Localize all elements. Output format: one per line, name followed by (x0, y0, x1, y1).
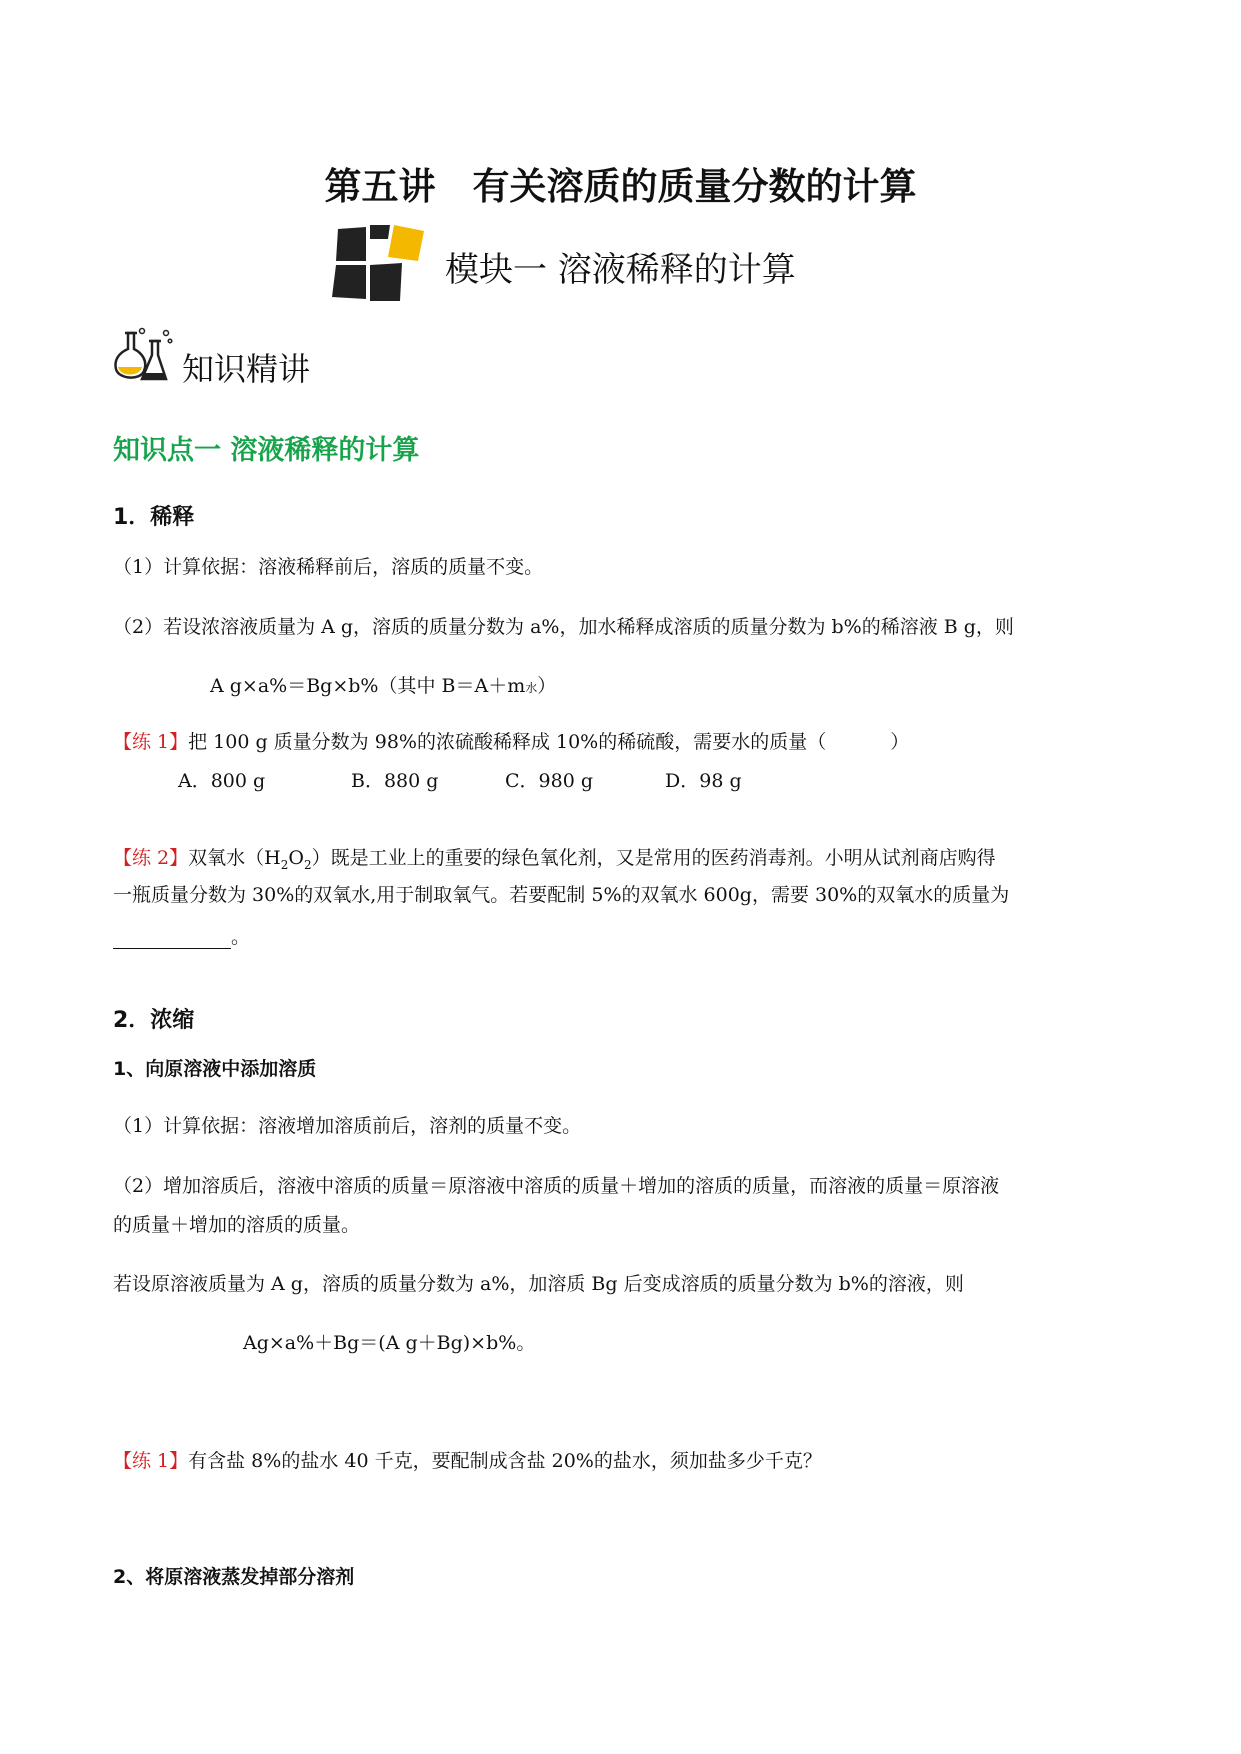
dilution-assumption: （2）若设浓溶液质量为 A g，溶质的质量分数为 a%，加水稀释成溶质的质量分数为 b%的稀溶液 B g，则 (113, 616, 1014, 638)
exercise-2 (113, 843, 996, 872)
exercise-3 (113, 1446, 822, 1473)
choice-a: A．800 g (178, 770, 266, 792)
exercise-text-a: 双氧水（H (188, 847, 281, 869)
section-title: 知识精讲 (182, 350, 311, 388)
period: 。 (231, 926, 251, 948)
dilution-formula (210, 671, 556, 698)
choice-d: D．98 g (665, 770, 742, 792)
knowledge-point-title: 知识点一 溶液稀释的计算 (113, 435, 420, 466)
exercise-text-b: O (288, 847, 304, 869)
page-title: 第五讲 有关溶质的质量分数的计算 (324, 165, 917, 208)
exercise-2-line2: 一瓶质量分数为 30%的双氧水,用于制取氧气。若要配制 5%的双氧水 600g，需要 30%的双氧水的质量为 (113, 884, 1010, 906)
exercise-tag: 【练 2】 (113, 847, 189, 869)
exercise-tag: 【练 1】 (113, 1450, 189, 1472)
exercise-close: ） (890, 731, 910, 753)
add-solute-explain-1: （2）增加溶质后，溶液中溶质的质量＝原溶液中溶质的质量＋增加的溶质的质量，而溶液的质量＝原溶液 (113, 1175, 1000, 1197)
add-solute-formula: Ag×a%＋Bg＝(A g＋Bg)×b%。 (243, 1332, 536, 1354)
subscript-2a: 2 (280, 857, 289, 872)
formula-end: ） (537, 675, 557, 697)
formula-main: A g×a%＝Bg×b%（其中 B＝A＋m (210, 675, 526, 697)
exercise-text-c: ）既是工业上的重要的绿色氧化剂，又是常用的医药消毒剂。小明从试剂商店购得 (311, 847, 996, 869)
add-solute-explain-2: 的质量＋增加的溶质的质量。 (113, 1214, 361, 1236)
choice-b: B．880 g (351, 770, 439, 792)
chemistry-flask-icon (112, 327, 174, 387)
module-title: 模块一 溶液稀释的计算 (445, 250, 796, 290)
exercise-1 (113, 727, 909, 754)
dilution-basis: （1）计算依据：溶液稀释前后，溶质的质量不变。 (113, 556, 544, 578)
formula-subscript: 水 (525, 681, 538, 695)
exercise-text: 把 100 g 质量分数为 98%的浓硫酸稀释成 10%的稀硫酸，需要水的质量（ (188, 731, 827, 753)
add-solute-basis: （1）计算依据：溶液增加溶质前后，溶剂的质量不变。 (113, 1115, 582, 1137)
concentrate-heading: 2．浓缩 (113, 1008, 195, 1033)
exercise-text: 有含盐 8%的盐水 40 千克，要配制成含盐 20%的盐水，须加盐多少千克？ (188, 1450, 822, 1472)
answer-blank[interactable] (113, 928, 231, 949)
module-logo-icon (332, 225, 424, 305)
add-solute-heading: 1、向原溶液中添加溶质 (113, 1058, 317, 1080)
exercise-2-line3 (113, 922, 250, 949)
evaporate-heading: 2、将原溶液蒸发掉部分溶剂 (113, 1566, 355, 1588)
add-solute-assumption: 若设原溶液质量为 A g，溶质的质量分数为 a%，加溶质 Bg 后变成溶质的质量分数为 b%的溶液，则 (113, 1273, 964, 1295)
dilution-heading: 1．稀释 (113, 505, 195, 530)
subscript-2b: 2 (303, 857, 312, 872)
choice-c: C．980 g (505, 770, 594, 792)
exercise-tag: 【练 1】 (113, 731, 189, 753)
